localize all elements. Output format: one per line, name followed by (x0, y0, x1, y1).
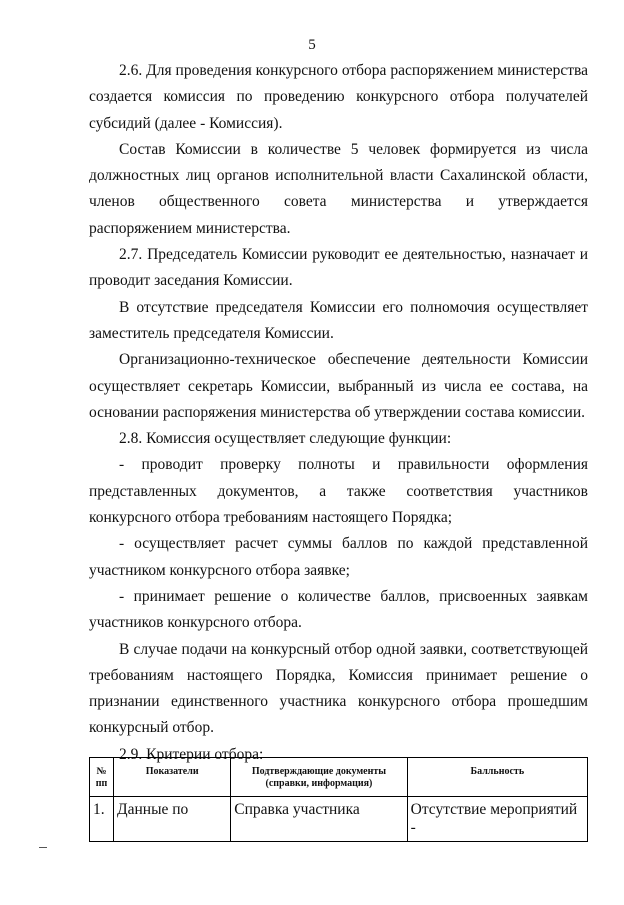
cell-score: Отсутствие мероприятий - (407, 797, 587, 842)
document-body (89, 58, 588, 768)
table-header-row (90, 758, 588, 797)
paragraph: В случае подачи на конкурсный отбор одной заявки, соответствующей требованиям настоящего Порядка, Комиссия принимает решение о признании единственного участника конкурсного отбора прошедшим конкурсный отбор. (89, 640, 588, 737)
paragraph: В отсутствие председателя Комиссии его полномочия осуществляет заместитель председателя Комиссии. (89, 298, 588, 342)
header-score: Балльность (407, 758, 587, 797)
paragraph: Состав Комиссии в количестве 5 человек формируется из числа должностных лиц органов исполнительной власти Сахалинской области, членов общественного совета министерства и утверждается распоряжением министерства. (89, 140, 588, 237)
paragraph: - проводит проверку полноты и правильности оформления представленных документов, а также соответствия участников конкурсного отбора требованиям настоящего Порядка; (89, 456, 588, 527)
criteria-table (89, 757, 588, 842)
paragraph: 2.8. Комиссия осуществляет следующие функции: (119, 430, 452, 448)
header-documents: Подтверждающие документы (справки, информация) (231, 758, 407, 797)
header-indicators: Показатели (114, 758, 231, 797)
cell-document: Справка участника (231, 797, 407, 842)
paragraph: - принимает решение о количестве баллов, присвоенных заявкам участников конкурсного отбора. (89, 587, 588, 632)
page-number: 5 (308, 37, 316, 53)
table-row (90, 797, 588, 842)
header-number: № пп (90, 758, 114, 797)
paragraph: - осуществляет расчет суммы баллов по каждой представленной участником конкурсного отбора заявке; (89, 535, 588, 579)
margin-mark (39, 847, 47, 848)
paragraph: 2.6. Для проведения конкурсного отбора распоряжением министерства создается комиссия по проведению конкурсного отбора получателей субсидий (далее - Комиссия). (89, 62, 588, 132)
cell-number: 1. (90, 797, 114, 842)
table-caption: 2.9. Критерии отбора: (119, 745, 264, 763)
paragraph: 2.7. Председатель Комиссии руководит ее деятельностью, назначает и проводит заседания Комиссии. (89, 246, 588, 290)
paragraph: Организационно-техническое обеспечение деятельности Комиссии осуществляет секретарь Комиссии, выбранный из числа ее состава, на основании распоряжения министерства об утверждении состава комиссии. (89, 351, 588, 421)
cell-indicator: Данные по (114, 797, 231, 842)
